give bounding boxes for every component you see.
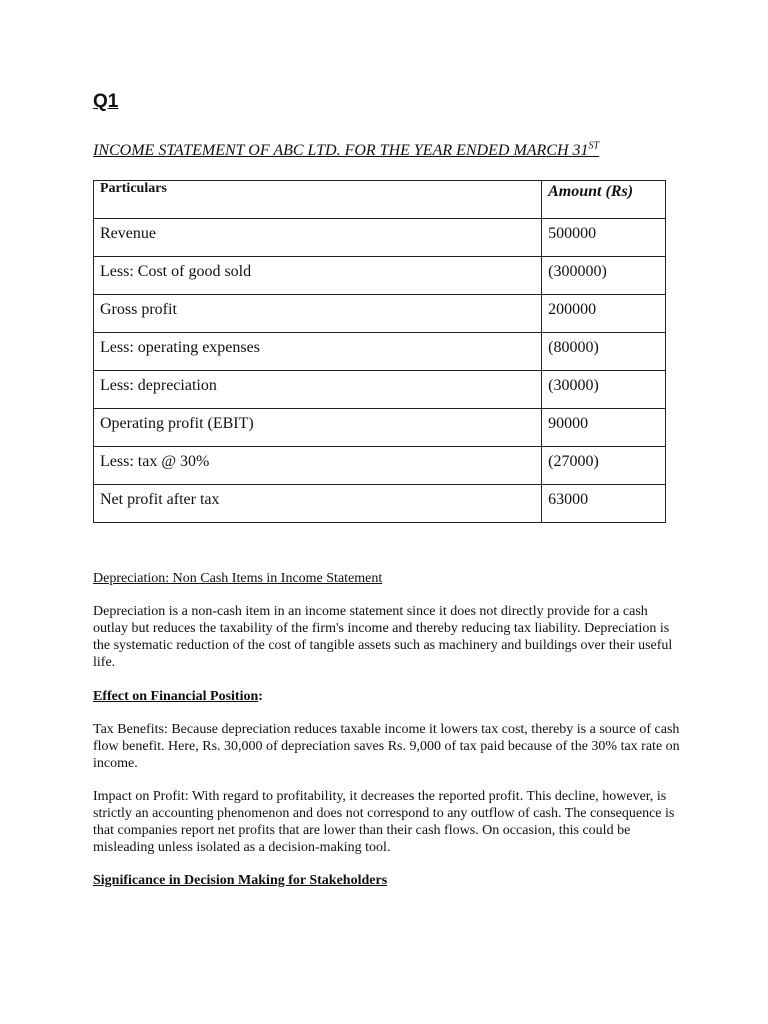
- header-particulars: Particulars: [94, 181, 542, 219]
- statement-title-superscript: ST: [588, 140, 600, 152]
- significance-heading-text: Significance in Decision Making for Stakeholders: [93, 873, 388, 888]
- row-amount: (300000): [542, 257, 666, 295]
- row-amount: 500000: [542, 219, 666, 257]
- statement-title-text: INCOME STATEMENT OF ABC LTD. FOR THE YEAR ENDED MARCH 31: [93, 142, 589, 159]
- row-label: Less: tax @ 30%: [94, 447, 542, 485]
- row-label: Less: depreciation: [94, 371, 542, 409]
- question-label: Q1: [93, 91, 119, 112]
- statement-title: [93, 140, 599, 162]
- depreciation-paragraph: Depreciation is a non-cash item in an income statement since it does not directly provide for a cash outlay but reduces the taxability of the firm's income and thereby reducing tax liability. Depreciation is the systematic reduction of the cost of tangible assets such as machinery and buildings over their useful life.: [93, 604, 673, 670]
- significance-heading: [93, 872, 387, 889]
- row-amount: 200000: [542, 295, 666, 333]
- table-row: [94, 485, 666, 523]
- table-row: [94, 219, 666, 257]
- row-amount: (27000): [542, 447, 666, 485]
- row-amount: 63000: [542, 485, 666, 523]
- effect-heading: [93, 688, 263, 705]
- table-row: [94, 447, 666, 485]
- effect-heading-text: Effect on Financial Position: [93, 689, 259, 704]
- tax-benefits-paragraph: Tax Benefits: Because depreciation reduces taxable income it lowers tax cost, thereby is a source of cash flow benefit. Here, Rs. 30,000 of depreciation saves Rs. 9,000 of tax paid because of the 30% tax rate on income.: [93, 722, 680, 771]
- header-amount: Amount (Rs): [542, 181, 666, 219]
- table-row: [94, 371, 666, 409]
- table-row: [94, 409, 666, 447]
- table-row: [94, 333, 666, 371]
- row-label: Revenue: [94, 219, 542, 257]
- depreciation-heading: Depreciation: Non Cash Items in Income Statement: [93, 571, 383, 586]
- row-amount: (30000): [542, 371, 666, 409]
- row-label: Operating profit (EBIT): [94, 409, 542, 447]
- table-header-row: [94, 181, 666, 219]
- table-row: [94, 257, 666, 295]
- row-label: Less: Cost of good sold: [94, 257, 542, 295]
- row-amount: (80000): [542, 333, 666, 371]
- row-amount: 90000: [542, 409, 666, 447]
- table-row: [94, 295, 666, 333]
- row-label: Less: operating expenses: [94, 333, 542, 371]
- effect-heading-colon: :: [258, 689, 263, 704]
- impact-paragraph: Impact on Profit: With regard to profitability, it decreases the reported profit. This decline, however, is strictly an accounting phenomenon and does not correspond to any outflow of cash. The consequence is that companies report net profits that are lower than their cash flows. On occasion, this could be misleading unless isolated as a decision-making tool.: [93, 789, 675, 855]
- income-statement-table: [93, 180, 666, 523]
- row-label: Net profit after tax: [94, 485, 542, 523]
- row-label: Gross profit: [94, 295, 542, 333]
